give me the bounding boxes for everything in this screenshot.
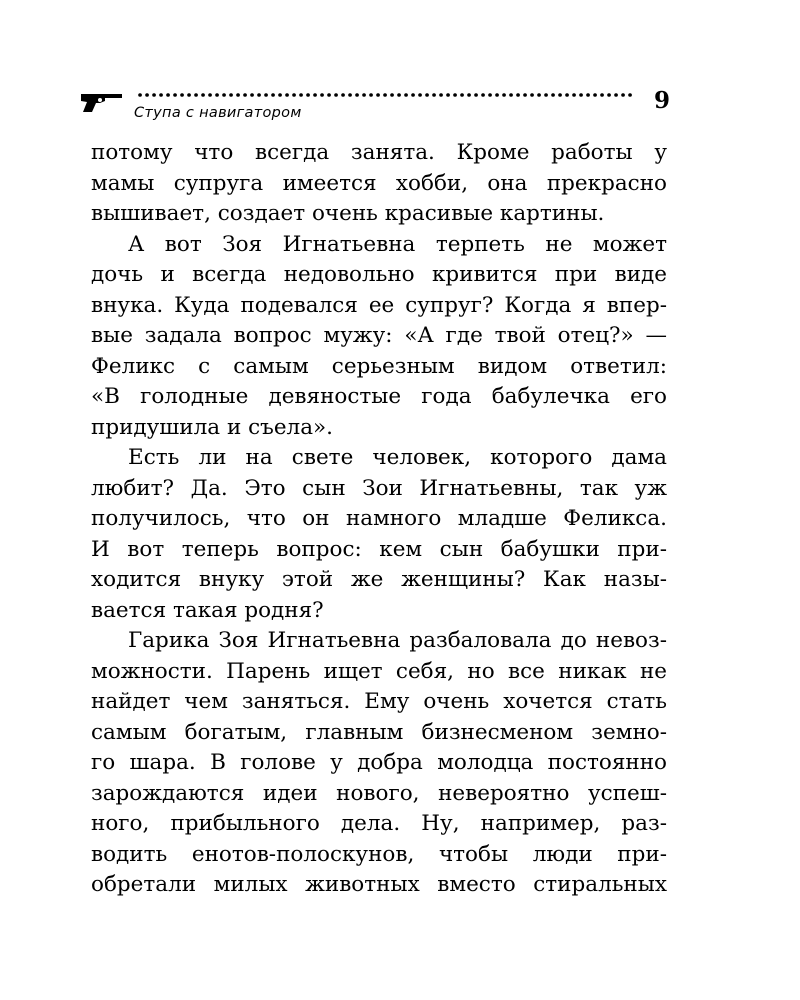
paragraph bbox=[91, 138, 667, 230]
paragraph bbox=[91, 443, 667, 626]
text-line: дочь и всегда недовольно кривится при виде bbox=[91, 262, 667, 287]
text-line: ходится внуку этой же женщины? Как назы- bbox=[91, 567, 667, 592]
text-line: придушила и съела». bbox=[91, 414, 334, 440]
text-line: Феликс с самым серьезным видом ответил: bbox=[91, 353, 667, 379]
text-line: водить енотов-полоскунов, чтобы люди при- bbox=[91, 841, 667, 867]
text-line: получилось, что он намного младше Феликса. bbox=[91, 506, 667, 531]
text-line: обретали милых животных вместо стиральных bbox=[91, 872, 667, 897]
text-line: И вот теперь вопрос: кем сын бабушки при- bbox=[91, 536, 667, 562]
body-text bbox=[91, 138, 667, 901]
text-line: вышивает, создает очень красивые картины. bbox=[91, 201, 605, 226]
text-line: внука. Куда подевался ее супруг? Когда я впер- bbox=[91, 292, 667, 318]
revolver-icon bbox=[78, 92, 124, 114]
text-line: найдет чем заняться. Ему очень хочется стать bbox=[91, 689, 667, 714]
running-title: Ступа с навигатором bbox=[134, 105, 302, 121]
text-line: вается такая родня? bbox=[91, 597, 324, 623]
text-line: «В голодные девяностые года бабулечка его bbox=[91, 384, 667, 409]
text-line: любит? Да. Это сын Зои Игнатьевны, так уж bbox=[91, 475, 667, 501]
paragraph bbox=[91, 626, 667, 901]
text-line: зарождаются идеи нового, невероятно успеш- bbox=[91, 780, 667, 806]
text-line: Гарика Зоя Игнатьевна разбаловала до невоз- bbox=[128, 628, 667, 653]
page-number: 9 bbox=[653, 87, 670, 114]
page-header bbox=[78, 88, 670, 128]
text-line: мамы супруга имеется хобби, она прекрасно bbox=[91, 170, 667, 196]
text-line: потому что всегда занята. Кроме работы у bbox=[91, 140, 667, 165]
text-line: можности. Парень ищет себя, но все никак не bbox=[91, 658, 667, 684]
text-line: А вот Зоя Игнатьевна терпеть не может bbox=[128, 231, 667, 257]
text-line: го шара. В голове у добра молодца постоянно bbox=[91, 750, 667, 775]
dotted-leader-line bbox=[138, 90, 638, 100]
text-line: самым богатым, главным бизнесменом земно- bbox=[91, 719, 667, 745]
text-line: ного, прибыльного дела. Ну, например, раз- bbox=[91, 811, 667, 836]
paragraph bbox=[91, 230, 667, 444]
text-line: Есть ли на свете человек, которого дама bbox=[128, 445, 667, 470]
text-line: вые задала вопрос мужу: «А где твой отец?» — bbox=[91, 323, 667, 348]
